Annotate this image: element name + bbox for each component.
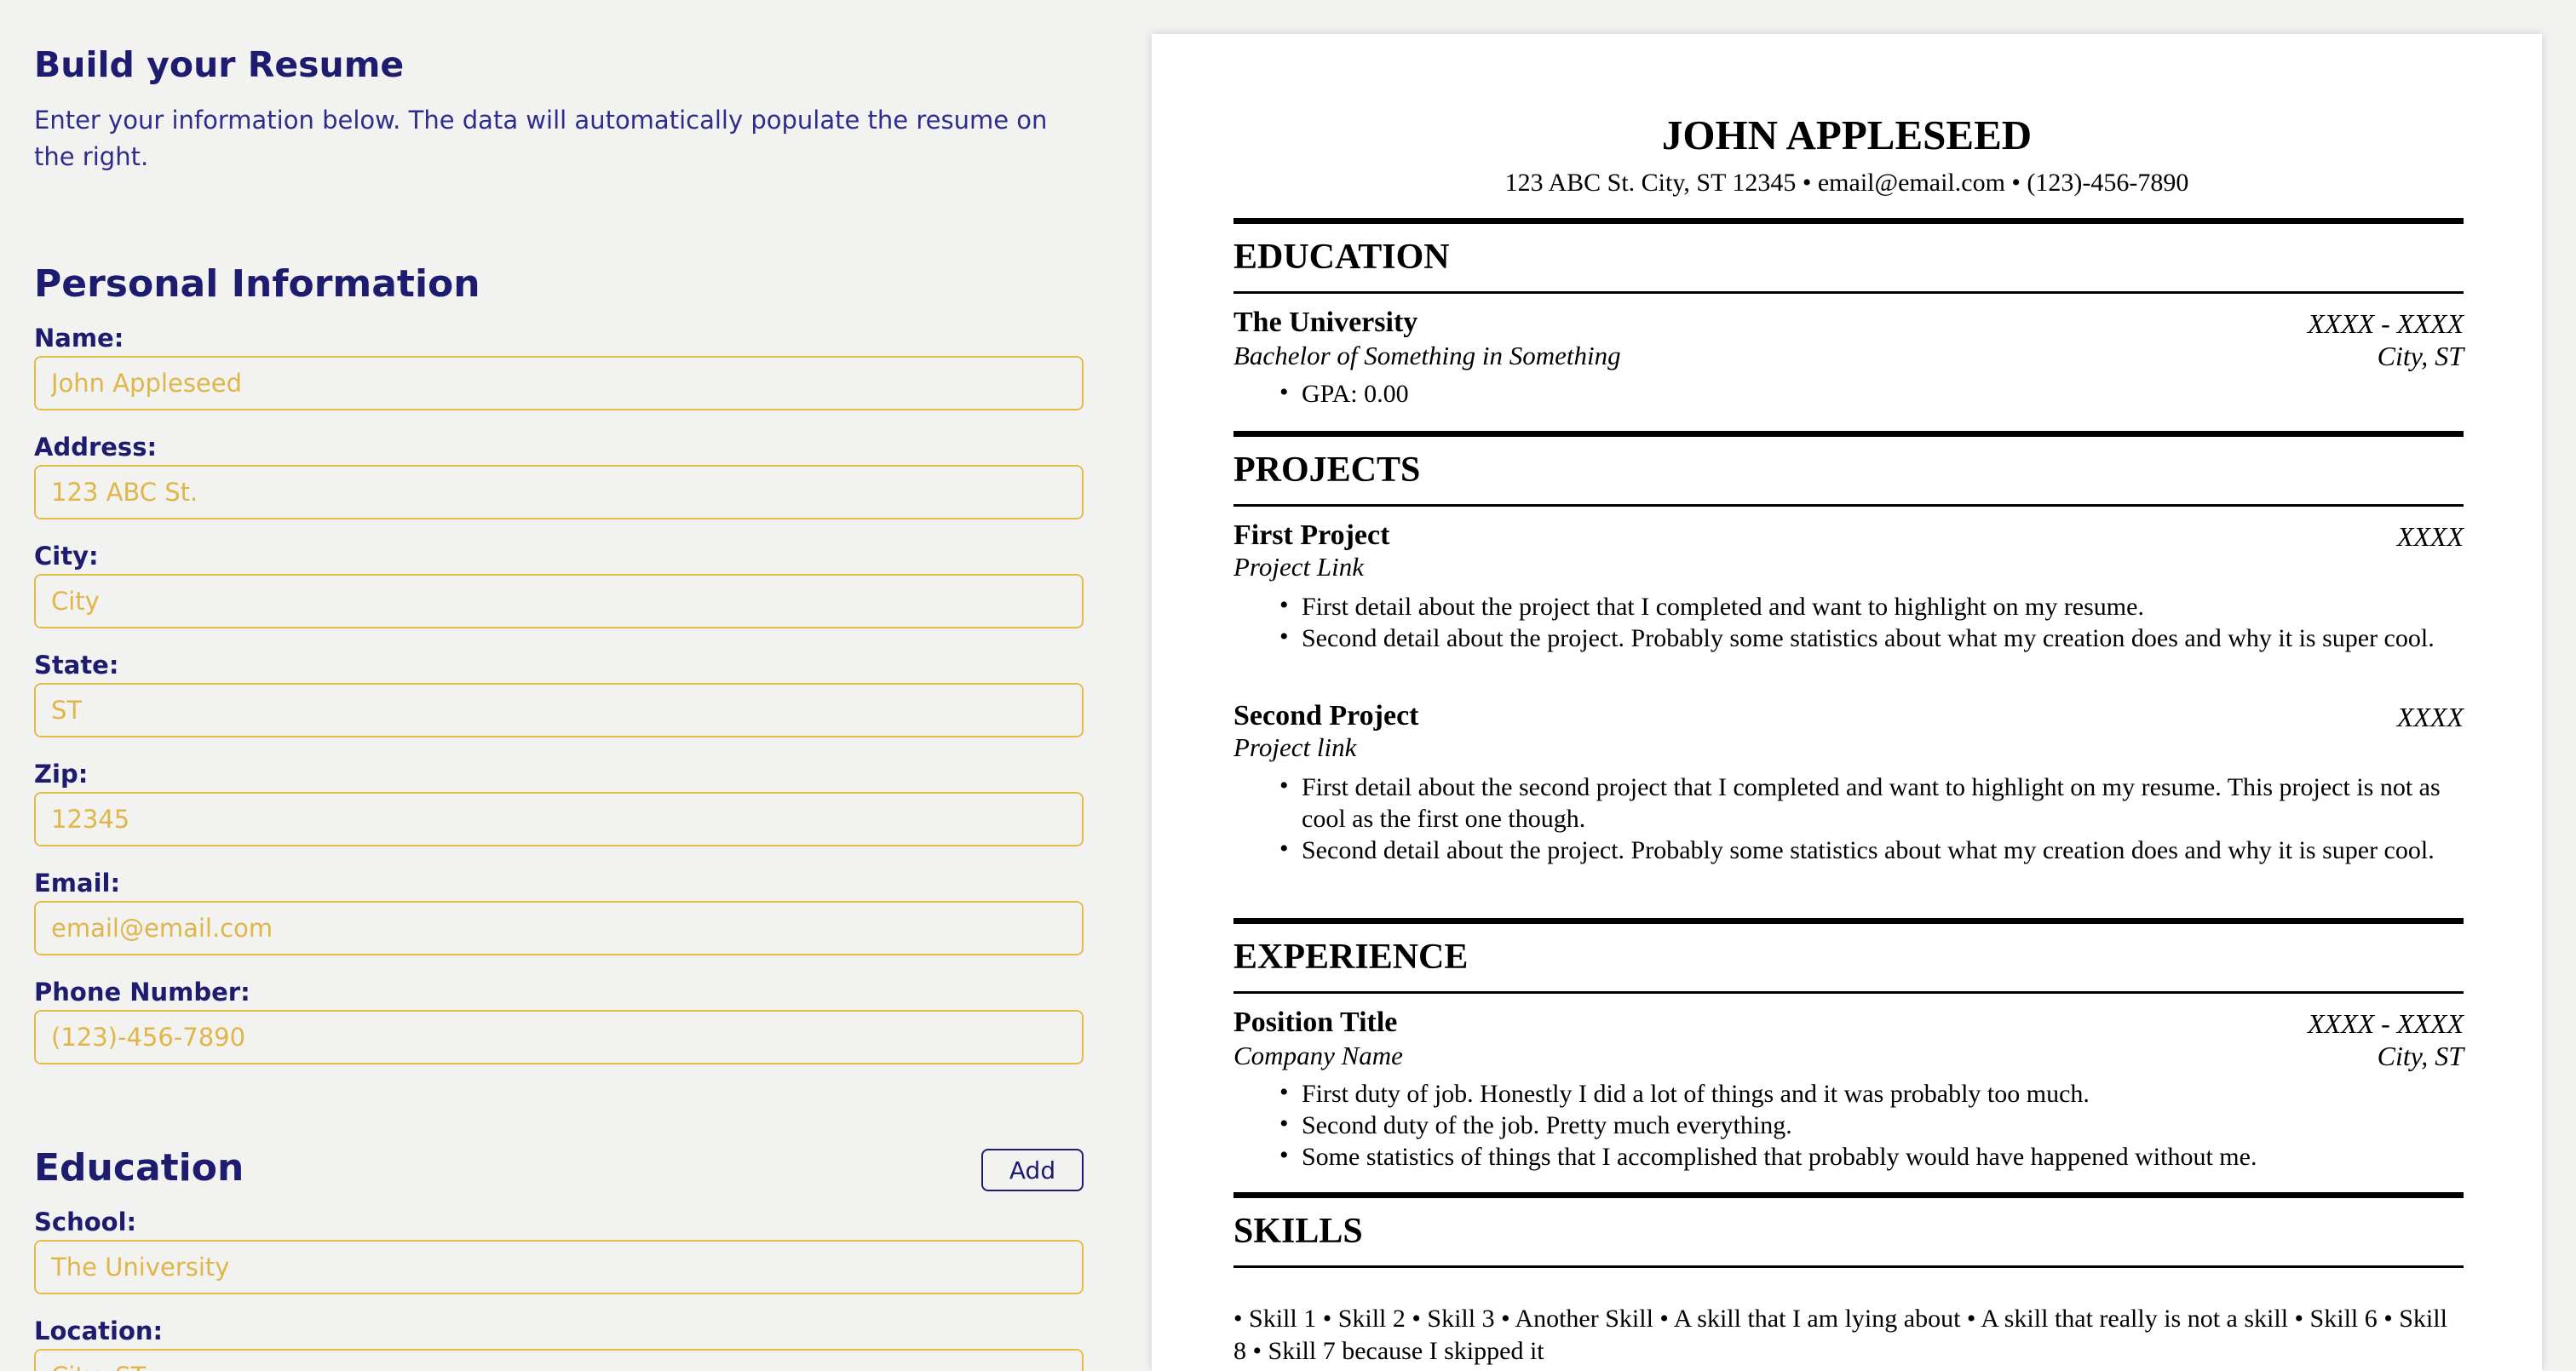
project-link: Project Link bbox=[1233, 552, 1364, 582]
project-detail: Second detail about the project. Probably some statistics about what my creation does and why it is super cool. bbox=[1302, 624, 2435, 652]
bullet: • bbox=[1279, 772, 1289, 800]
job-duty: Some statistics of things that I accomplished that probably would have happened without me. bbox=[1302, 1143, 2257, 1171]
gpa: GPA: 0.00 bbox=[1302, 380, 1409, 408]
bullet: • bbox=[1279, 591, 1289, 619]
city-label: City: bbox=[34, 542, 99, 571]
intro-text: Enter your information below. The data will automatically populate the resume on the right. bbox=[34, 106, 1048, 171]
project-name: Second Project bbox=[1233, 700, 1419, 731]
company-name: Company Name bbox=[1233, 1041, 1403, 1070]
bullet: • bbox=[1279, 1110, 1289, 1138]
education-section-heading: EDUCATION bbox=[1233, 238, 1450, 277]
phone-input[interactable] bbox=[34, 1010, 1084, 1064]
project-date: XXXX bbox=[2396, 521, 2464, 552]
experience-section-heading: EXPERIENCE bbox=[1233, 938, 1469, 977]
project-detail: First detail about the project that I completed and want to highlight on my resume. bbox=[1302, 593, 2144, 621]
page-title: Build your Resume bbox=[34, 44, 405, 85]
skills-section-heading: SKILLS bbox=[1233, 1212, 1363, 1251]
school-input[interactable] bbox=[34, 1240, 1084, 1294]
divider bbox=[1233, 1192, 2464, 1198]
resume-form bbox=[34, 0, 1084, 1371]
email-input[interactable] bbox=[34, 901, 1084, 955]
name-label: Name: bbox=[34, 324, 124, 353]
education-heading: Education bbox=[34, 1146, 244, 1190]
divider bbox=[1233, 291, 2464, 294]
resume-name: JOHN APPLESEED bbox=[1661, 112, 2033, 158]
school-dates: XXXX - XXXX bbox=[2307, 308, 2464, 339]
divider bbox=[1233, 218, 2464, 224]
school-name: The University bbox=[1233, 307, 1418, 338]
divider bbox=[1233, 918, 2464, 924]
state-input[interactable] bbox=[34, 683, 1084, 737]
zip-input[interactable] bbox=[34, 792, 1084, 846]
bullet: • bbox=[1279, 622, 1289, 651]
address-input[interactable] bbox=[34, 465, 1084, 519]
job-duty: Second duty of the job. Pretty much everything. bbox=[1302, 1111, 1792, 1139]
address-label: Address: bbox=[34, 433, 158, 462]
project-date: XXXX bbox=[2396, 702, 2464, 732]
degree: Bachelor of Something in Something bbox=[1233, 341, 1621, 370]
project-detail: First detail about the second project that I completed and want to highlight on my resume. This project is not as cool as the first one though. bbox=[1302, 773, 2441, 833]
projects-section-heading: PROJECTS bbox=[1233, 450, 1421, 490]
bullet: • bbox=[1279, 835, 1289, 863]
divider bbox=[1233, 1265, 2464, 1268]
state-label: State: bbox=[34, 651, 119, 680]
school-location: City, ST bbox=[2377, 341, 2464, 371]
name-input[interactable] bbox=[34, 356, 1084, 410]
zip-label: Zip: bbox=[34, 760, 89, 789]
bullet: • bbox=[1279, 1141, 1289, 1169]
project-name: First Project bbox=[1233, 519, 1390, 551]
job-duty: First duty of job. Honestly I did a lot of things and it was probably too much. bbox=[1302, 1080, 2090, 1108]
skills-list: • Skill 1 • Skill 2 • Skill 3 • Another Skill • A skill that I am lying about • A skill that really is not a skill • Skill 6 • Skill 8 • Skill 7 because I skipped it bbox=[1233, 1305, 2447, 1365]
personal-info-heading: Personal Information bbox=[34, 262, 480, 306]
job-dates: XXXX - XXXX bbox=[2307, 1008, 2464, 1039]
bullet: • bbox=[1279, 378, 1289, 406]
location-label: Location: bbox=[34, 1317, 164, 1345]
bullet: • bbox=[1279, 1078, 1289, 1106]
school-label: School: bbox=[34, 1208, 137, 1236]
resume-preview bbox=[1152, 34, 2542, 1371]
resume-contact: 123 ABC St. City, ST 12345 • email@email.com • (123)-456-7890 bbox=[1504, 169, 2189, 197]
project-detail: Second detail about the project. Probably some statistics about what my creation does and why it is super cool. bbox=[1302, 836, 2435, 864]
divider bbox=[1233, 504, 2464, 507]
email-label: Email: bbox=[34, 869, 121, 898]
position-title: Position Title bbox=[1233, 1007, 1398, 1038]
job-location: City, ST bbox=[2377, 1041, 2464, 1071]
divider bbox=[1233, 991, 2464, 994]
location-input[interactable] bbox=[34, 1349, 1084, 1371]
phone-label: Phone Number: bbox=[34, 978, 250, 1007]
project-link: Project link bbox=[1233, 732, 1357, 762]
divider bbox=[1233, 431, 2464, 437]
add-education-button[interactable]: Add bbox=[981, 1149, 1084, 1191]
city-input[interactable] bbox=[34, 574, 1084, 628]
